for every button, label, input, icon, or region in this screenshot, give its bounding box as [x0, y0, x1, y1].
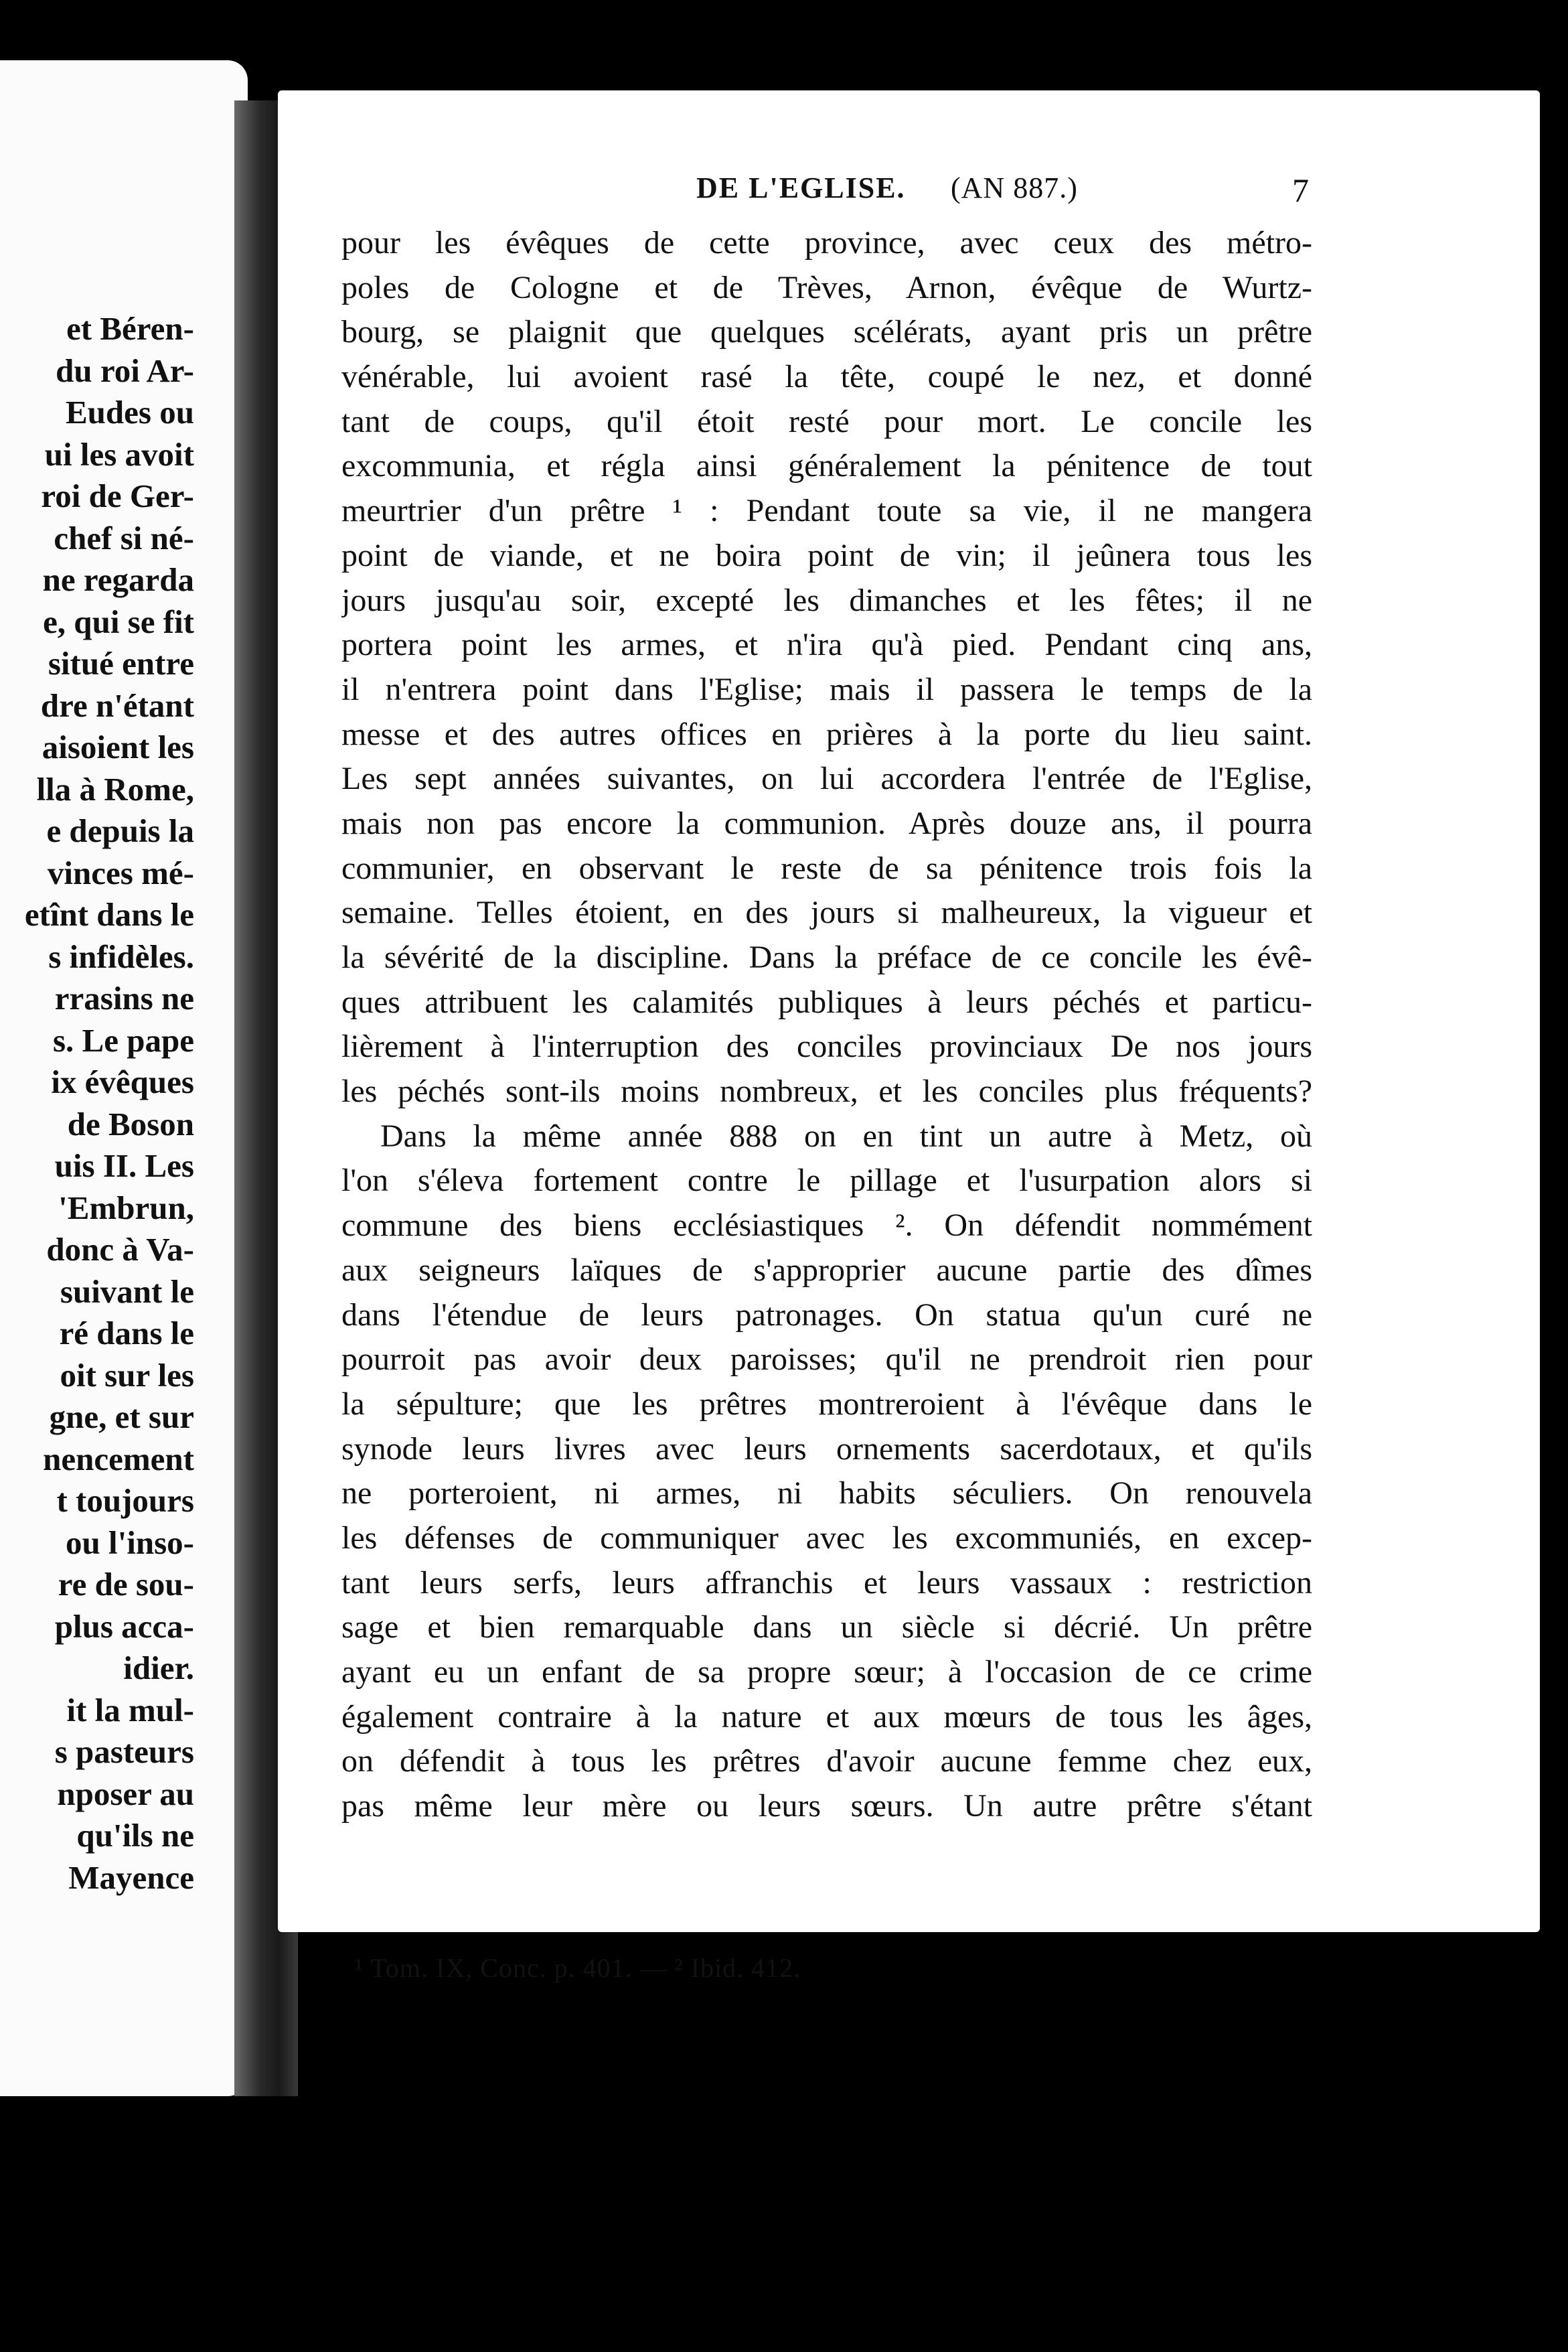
left-page-line: oit sur les [60, 1356, 194, 1394]
left-page-line: nencement [43, 1440, 194, 1477]
text-line: communier, en observant le reste de sa pénitence trois fois la [341, 850, 1312, 886]
text-line: messe et des autres offices en prières à la porte du lieu saint. [341, 716, 1312, 752]
text-line: synode leurs livres avec leurs ornements sacerdotaux, et qu'ils [341, 1430, 1312, 1467]
text-line: Les sept années suivantes, on lui accordera l'entrée de l'Eglise, [341, 761, 1312, 797]
left-page-line: e, qui se fit [43, 603, 194, 640]
text-line: dans l'étendue de leurs patronages. On statua qu'un curé ne [341, 1297, 1312, 1333]
left-page-line: aisoient les [42, 729, 194, 765]
text-line: sage et bien remarquable dans un siècle si décrié. Un prêtre [341, 1609, 1312, 1645]
text-line: l'on s'éleva fortement contre le pillage et l'usurpation alors si [341, 1163, 1312, 1199]
text-line: la sévérité de la discipline. Dans la préface de ce concile les évê- [341, 940, 1312, 975]
text-line: semaine. Telles étoient, en des jours si malheureux, la vigueur et [341, 895, 1312, 931]
text-line: ques attribuent les calamités publiques à leurs péchés et particu- [341, 984, 1312, 1020]
left-page-line: uis II. Les [54, 1147, 194, 1184]
text-line: les péchés sont-ils moins nombreux, et les conciles plus fréquents? [341, 1074, 1312, 1110]
left-page-line: s infidèles. [48, 938, 194, 975]
text-line: tant de coups, qu'il étoit resté pour mort. Le concile les [341, 403, 1312, 439]
left-page-line: s pasteurs [54, 1733, 194, 1770]
left-page-line: donc à Va- [46, 1231, 194, 1268]
left-page-line: gne, et sur [49, 1398, 194, 1435]
left-page-line: ré dans le [59, 1315, 194, 1351]
text-line: bourg, se plaignit que quelques scélérats, ayant pris un prêtre [341, 314, 1312, 350]
left-page-line: idier. [123, 1649, 194, 1686]
page-number: 7 [1292, 171, 1310, 209]
left-page-line: ui les avoit [44, 435, 194, 473]
text-line: la sépulture; que les prêtres montreroient à l'évêque dans le [341, 1386, 1312, 1422]
left-page-line: rrasins ne [54, 980, 194, 1017]
left-page-line: it la mul- [66, 1691, 194, 1729]
text-line: on défendit à tous les prêtres d'avoir aucune femme chez eux, [341, 1743, 1312, 1779]
running-head-year: (AN 887.) [951, 171, 1078, 204]
left-page-line: nposer au [57, 1775, 194, 1812]
left-facing-page [0, 60, 248, 2096]
text-line: jours jusqu'au soir, excepté les dimanches et les fêtes; il ne [341, 582, 1312, 618]
text-line: pourroit pas avoir deux paroisses; qu'il ne prendroit rien pour [341, 1341, 1312, 1378]
left-page-line: ou l'inso- [66, 1524, 194, 1561]
left-page-line: lla à Rome, [36, 770, 194, 808]
left-page-line: ix évêques [51, 1063, 194, 1100]
left-page-line: dre n'étant [40, 686, 194, 724]
left-page-line: suivant le [60, 1272, 194, 1310]
left-page-line: s. Le pape [52, 1021, 194, 1059]
left-page-line: vinces mé- [47, 854, 194, 891]
text-line: tant leurs serfs, leurs affranchis et leurs vassaux : restriction [341, 1564, 1312, 1601]
text-line: aux seigneurs laïques de s'approprier aucune partie des dîmes [341, 1252, 1312, 1288]
left-page-line: etînt dans le [24, 896, 194, 933]
body-text [341, 221, 1312, 1829]
text-line: portera point les armes, et n'ira qu'à pied. Pendant cinq ans, [341, 627, 1312, 663]
footnotes: ¹ Tom. IX, Conc. p. 401. — ² Ibid. 412. [355, 1953, 801, 1983]
text-line: Dans la même année 888 on en tint un autre à Metz, où [380, 1118, 1312, 1154]
left-page-line: t toujours [56, 1482, 194, 1519]
text-line: commune des biens ecclésiastiques ². On défendit nommément [341, 1207, 1312, 1244]
left-page-line: ne regarda [42, 561, 194, 598]
left-page-line: roi de Ger- [41, 477, 194, 514]
text-line: excommunia, et régla ainsi généralement la pénitence de tout [341, 448, 1312, 484]
left-page-line: et Béren- [66, 310, 194, 347]
left-page-line: situé entre [48, 645, 194, 682]
left-page-line: qu'ils ne [76, 1817, 194, 1854]
left-page-line: 'Embrun, [58, 1189, 194, 1226]
text-line: pour les évêques de cette province, avec ceux des métro- [341, 225, 1312, 261]
left-page-line: plus acca- [54, 1607, 194, 1645]
text-line: ne porteroient, ni armes, ni habits séculiers. On renouvela [341, 1475, 1312, 1512]
left-page-line: Eudes ou [65, 394, 194, 431]
text-line: également contraire à la nature et aux mœurs de tous les âges, [341, 1698, 1312, 1735]
running-head-title: DE L'EGLISE. [696, 171, 906, 204]
left-page-line: e depuis la [46, 812, 194, 849]
left-page-text [25, 308, 194, 1899]
text-line: les défenses de communiquer avec les excommuniés, en excep- [341, 1520, 1312, 1556]
text-line: poles de Cologne et de Trèves, Arnon, évêque de Wurtz- [341, 269, 1312, 305]
text-line: lièrement à l'interruption des conciles provinciaux De nos jours [341, 1029, 1312, 1065]
left-page-line: chef si né- [54, 519, 194, 557]
text-line: ayant eu un enfant de sa propre sœur; à l'occasion de ce crime [341, 1654, 1312, 1690]
text-line: il n'entrera point dans l'Eglise; mais il passera le temps de la [341, 671, 1312, 707]
text-line: pas même leur mère ou leurs sœurs. Un autre prêtre s'étant [341, 1788, 1312, 1824]
left-page-line: de Boson [67, 1105, 194, 1143]
text-line: meurtrier d'un prêtre ¹ : Pendant toute sa vie, il ne mangera [341, 493, 1312, 529]
text-line: point de viande, et ne boira point de vin; il jeûnera tous les [341, 537, 1312, 573]
left-page-line: Mayence [68, 1858, 194, 1896]
left-page-line: re de sou- [58, 1566, 194, 1603]
left-page-line: du roi Ar- [56, 352, 194, 389]
text-line: mais non pas encore la communion. Après douze ans, il pourra [341, 805, 1312, 841]
text-line: vénérable, lui avoient rasé la tête, coupé le nez, et donné [341, 359, 1312, 395]
